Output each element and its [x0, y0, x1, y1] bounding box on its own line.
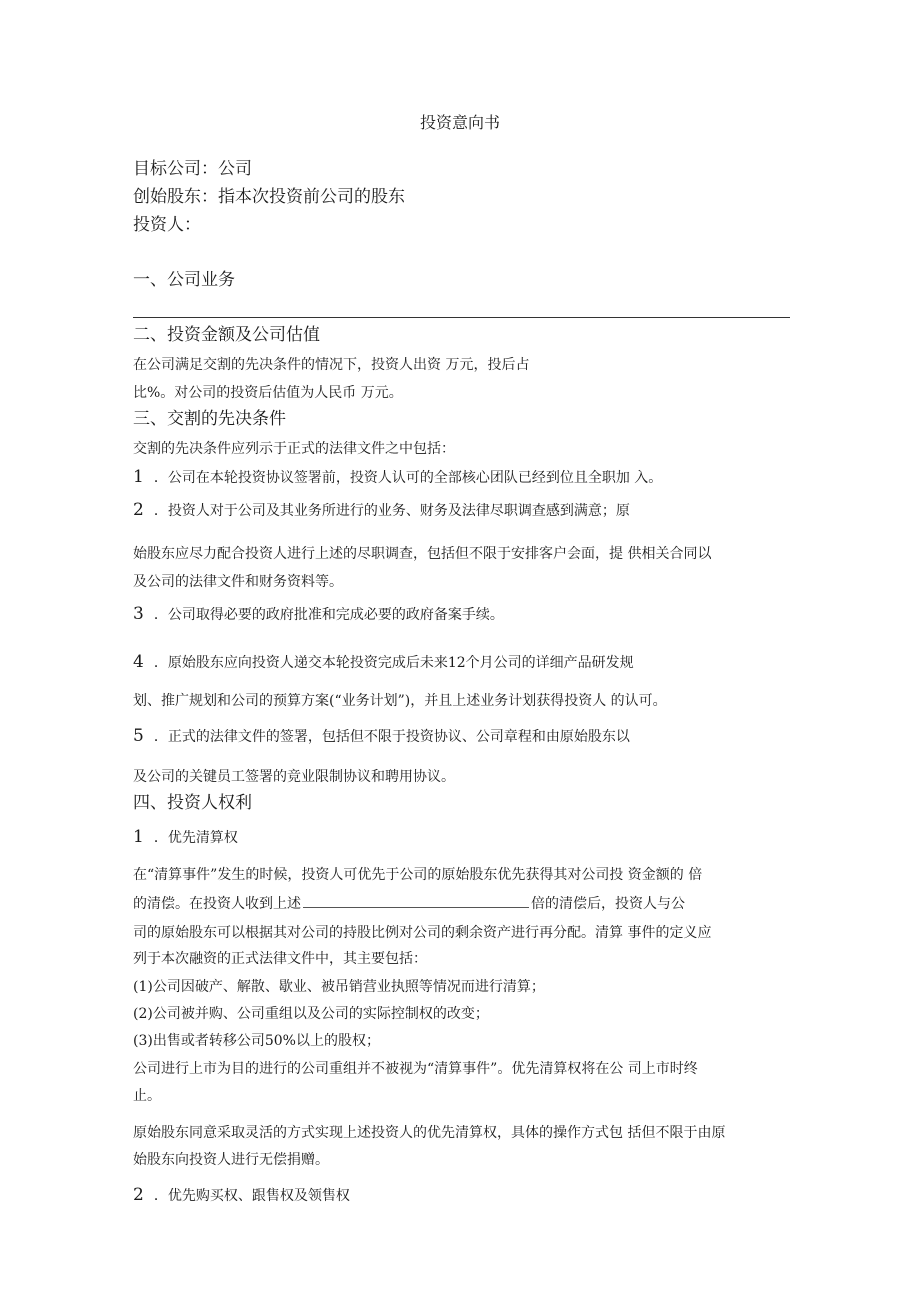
condition-4	[133, 653, 634, 672]
liquidation-event-2: (2)公司被并购、公司重组以及公司的实际控制权的改变；	[133, 1006, 489, 1022]
liquidation-line-2-start: 的清偿。在投资人收到上述	[133, 896, 301, 912]
donation-paragraph-line-1: 原始股东同意采取灵活的方式实现上述投资人的优先清算权，具体的操作方式包 括但不限于由原	[133, 1125, 726, 1141]
investor-line: 投资人：	[133, 215, 201, 235]
condition-4-continued: 划、推广规划和公司的预算方案(“业务计划”)，并且上述业务计划获得投资人 的认可。	[133, 693, 667, 709]
liquidation-paragraph-line-3: 司的原始股东可以根据其对公司的持股比例对公司的剩余资产进行再分配。清算 事件的定义应	[133, 925, 712, 941]
founder-line: 创始股东：指本次投资前公司的股东	[133, 187, 405, 207]
condition-2-continued-1: 始股东应尽力配合投资人进行上述的尽职调查，包括但不限于安排客户会面，提 供相关合同以	[133, 546, 712, 562]
section-divider	[133, 317, 790, 318]
right-2-number: 2	[133, 1185, 144, 1205]
condition-5-text: ．正式的法律文件的签署，包括但不限于投资协议、公司章程和由原始股东以	[153, 729, 630, 745]
condition-5-continued: 及公司的关键员工签署的竞业限制协议和聘用协议。	[133, 769, 455, 785]
section-2-paragraph-line-1: 在公司满足交割的先决条件的情况下，投资人出资 万元，投后占	[133, 357, 530, 373]
condition-4-number: 4	[133, 652, 144, 672]
liquidation-event-3: (3)出售或者转移公司50%以上的股权；	[133, 1033, 380, 1049]
condition-2-text: ．投资人对于公司及其业务所进行的业务、财务及法律尽职调查感到满意；原	[153, 503, 630, 519]
condition-5-number: 5	[133, 726, 144, 746]
condition-2-continued-2: 及公司的法律文件和财务资料等。	[133, 574, 343, 590]
target-company-line: 目标公司：公司	[133, 159, 252, 179]
section-1-heading: 一、公司业务	[133, 270, 235, 290]
condition-5	[133, 727, 630, 746]
condition-2-number: 2	[133, 500, 144, 520]
condition-2	[133, 501, 630, 520]
ipo-paragraph-line-2: 止。	[133, 1088, 161, 1104]
section-2-heading: 二、投资金额及公司估值	[133, 325, 320, 345]
right-1-title: ．优先清算权	[153, 830, 238, 846]
section-3-heading: 三、交割的先决条件	[133, 409, 286, 429]
right-1	[133, 828, 238, 847]
donation-paragraph-line-2: 始股东向投资人进行无偿捐赠。	[133, 1152, 329, 1168]
condition-1	[133, 468, 662, 487]
liquidation-paragraph-line-1: 在“清算事件”发生的时候，投资人可优先于公司的原始股东优先获得其对公司投 资金额的 倍	[133, 867, 703, 883]
condition-1-number: 1	[133, 467, 144, 487]
liquidation-event-1: (1)公司因破产、解散、歇业、被吊销营业执照等情况而进行清算；	[133, 979, 545, 995]
liquidation-line-2-end: 倍的清偿后，投资人与公	[531, 896, 685, 912]
liquidation-paragraph-line-4: 列于本次融资的正式法律文件中，其主要包括：	[133, 951, 427, 967]
right-2-title: ．优先购买权、跟售权及领售权	[153, 1188, 350, 1204]
liquidation-paragraph-line-2	[133, 895, 685, 913]
ipo-paragraph-line-1: 公司进行上市为目的进行的公司重组并不被视为“清算事件”。优先清算权将在公 司上市时终	[133, 1061, 698, 1077]
condition-3	[133, 605, 504, 624]
section-4-heading: 四、投资人权利	[133, 793, 252, 813]
condition-1-text: ．公司在本轮投资协议签署前，投资人认可的全部核心团队已经到位且全职加 入。	[153, 470, 663, 486]
section-2-paragraph-line-2: 比%。对公司的投资后估值为人民币 万元。	[133, 385, 403, 401]
right-2	[133, 1186, 350, 1205]
document-title: 投资意向书	[419, 113, 500, 132]
condition-4-text: ．原始股东应向投资人递交本轮投资完成后未来12个月公司的详细产品研发规	[153, 655, 634, 671]
condition-3-number: 3	[133, 604, 144, 624]
fill-in-blank	[303, 895, 529, 908]
condition-3-text: ．公司取得必要的政府批准和完成必要的政府备案手续。	[153, 607, 504, 623]
section-3-intro: 交割的先决条件应列示于正式的法律文件之中包括：	[133, 441, 455, 457]
right-1-number: 1	[133, 827, 144, 847]
